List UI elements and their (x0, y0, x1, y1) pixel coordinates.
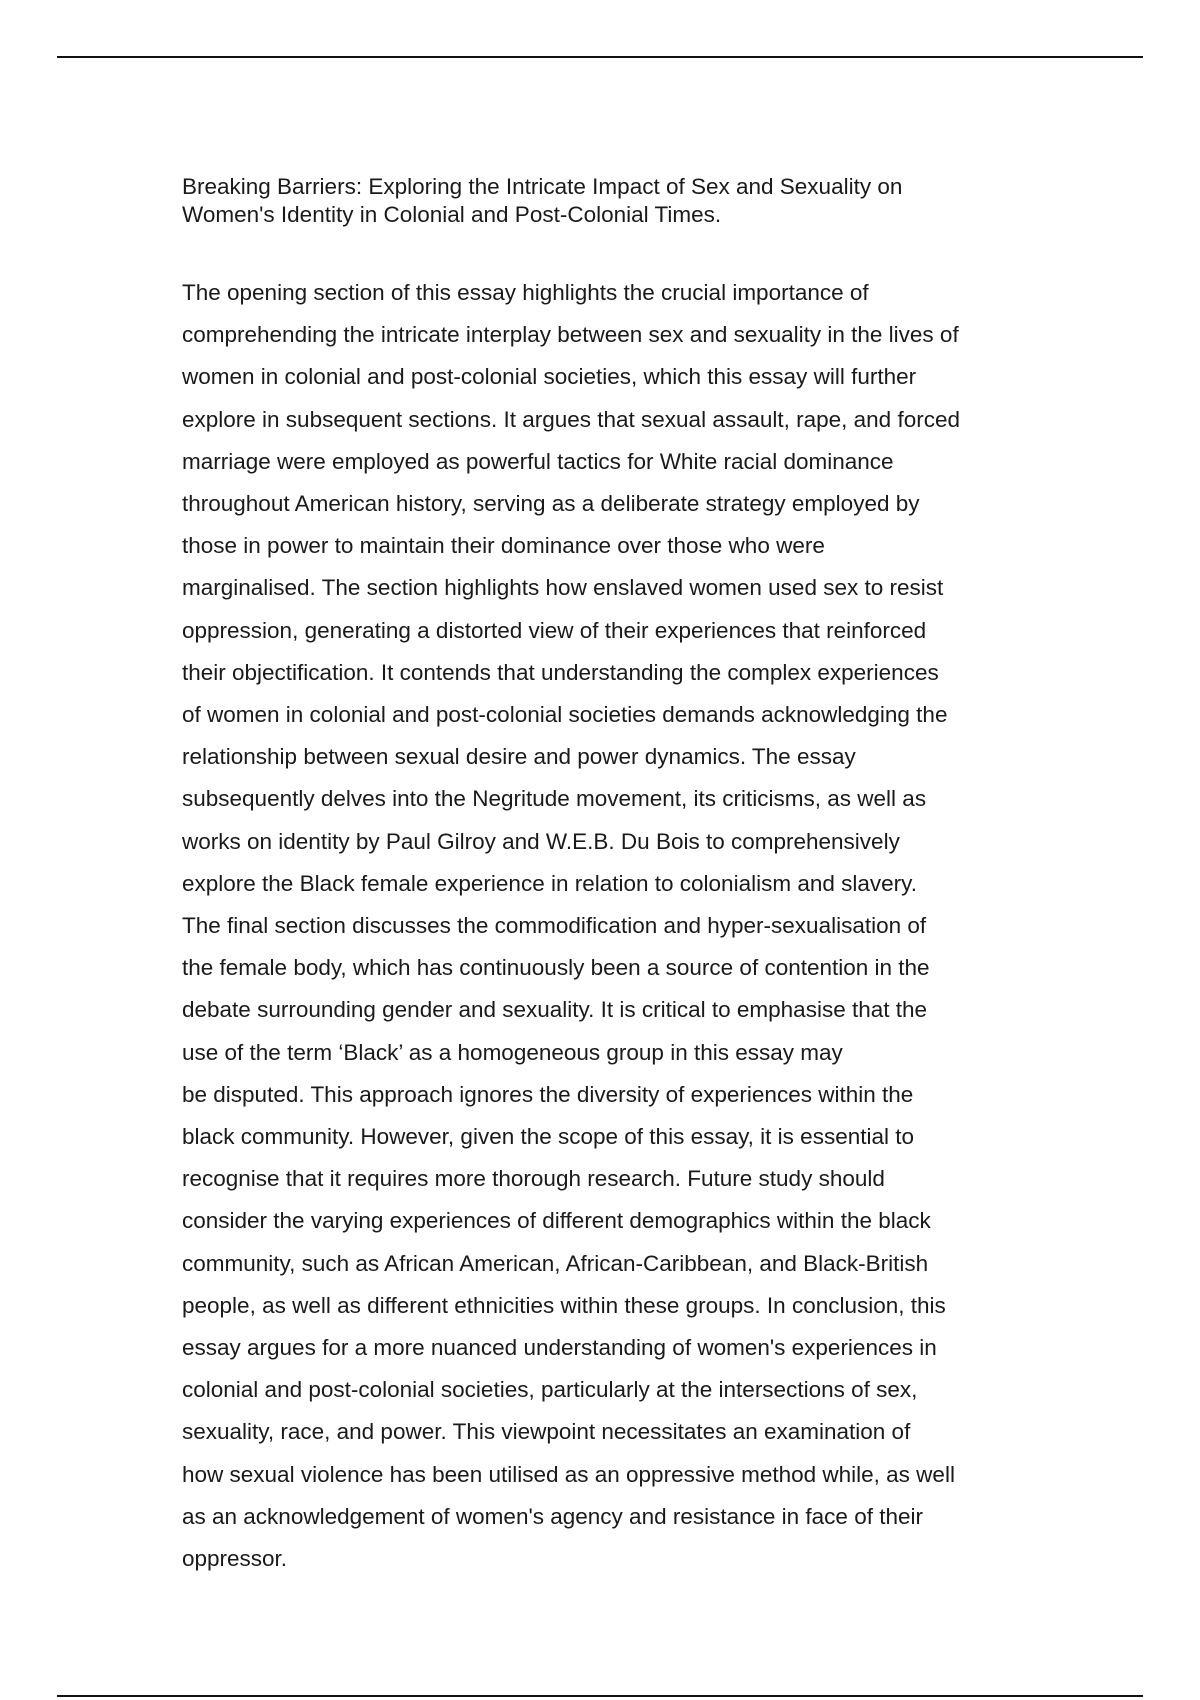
paragraph-line: recognise that it requires more thorough research. Future study should (182, 1166, 885, 1192)
paragraph-line: throughout American history, serving as a deliberate strategy employed by (182, 491, 920, 517)
top-divider (57, 56, 1143, 58)
paragraph-line: comprehending the intricate interplay between sex and sexuality in the lives of (182, 322, 959, 348)
paragraph-line: consider the varying experiences of different demographics within the black (182, 1208, 931, 1234)
paragraph-line: subsequently delves into the Negritude movement, its criticisms, as well as (182, 786, 927, 812)
paragraph-line: The final section discusses the commodification and hyper-sexualisation of (182, 913, 927, 939)
paragraph-line: oppressor. (182, 1546, 288, 1572)
paragraph-line: sexuality, race, and power. This viewpoint necessitates an examination of (182, 1419, 911, 1445)
paragraph-line: relationship between sexual desire and power dynamics. The essay (182, 744, 856, 770)
paragraph-line: essay argues for a more nuanced understanding of women's experiences in (182, 1335, 937, 1361)
paragraph-line: works on identity by Paul Gilroy and W.E.B. Du Bois to comprehensively (182, 828, 900, 854)
paragraph-line: black community. However, given the scope of this essay, it is essential to (182, 1124, 914, 1150)
paragraph-line: their objectification. It contends that understanding the complex experiences (182, 659, 939, 685)
paragraph-line: how sexual violence has been utilised as an oppressive method while, as well (182, 1461, 955, 1487)
paragraph-line: use of the term ‘Black’ as a homogeneous group in this essay may (182, 1039, 843, 1065)
paragraph-line: as an acknowledgement of women's agency and resistance in face of their (182, 1503, 923, 1529)
paragraph-line: debate surrounding gender and sexuality. It is critical to emphasise that the (182, 997, 928, 1023)
paragraph-line: marginalised. The section highlights how enslaved women used sex to resist (182, 575, 944, 601)
paragraph-line: those in power to maintain their dominance over those who were (182, 533, 825, 559)
paragraph-line: colonial and post-colonial societies, particularly at the intersections of sex, (182, 1377, 918, 1403)
paragraph-line: marriage were employed as powerful tactics for White racial dominance (182, 448, 894, 474)
paragraph-line: community, such as African American, African-Caribbean, and Black-British (182, 1250, 929, 1276)
document-title (182, 173, 1042, 229)
paragraph-line: explore the Black female experience in relation to colonialism and slavery. (182, 870, 917, 896)
bottom-divider (57, 1695, 1143, 1697)
title-line: Women's Identity in Colonial and Post-Colonial Times. (182, 202, 722, 227)
paragraph-line: of women in colonial and post-colonial societies demands acknowledging the (182, 702, 948, 728)
paragraph-line: be disputed. This approach ignores the diversity of experiences within the (182, 1081, 914, 1107)
paragraph-line: The opening section of this essay highlights the crucial importance of (182, 280, 869, 305)
paragraph-line: explore in subsequent sections. It argues that sexual assault, rape, and forced (182, 406, 960, 432)
essay-paragraph (182, 272, 1042, 1580)
paragraph-line: people, as well as different ethnicities within these groups. In conclusion, this (182, 1292, 946, 1318)
paragraph-line: women in colonial and post-colonial societies, which this essay will further (182, 364, 917, 390)
paragraph-line: oppression, generating a distorted view of their experiences that reinforced (182, 617, 927, 643)
title-line: Breaking Barriers: Exploring the Intricate Impact of Sex and Sexuality on (182, 174, 903, 199)
document-content (182, 173, 1042, 1580)
paragraph-line: the female body, which has continuously been a source of contention in the (182, 955, 930, 981)
